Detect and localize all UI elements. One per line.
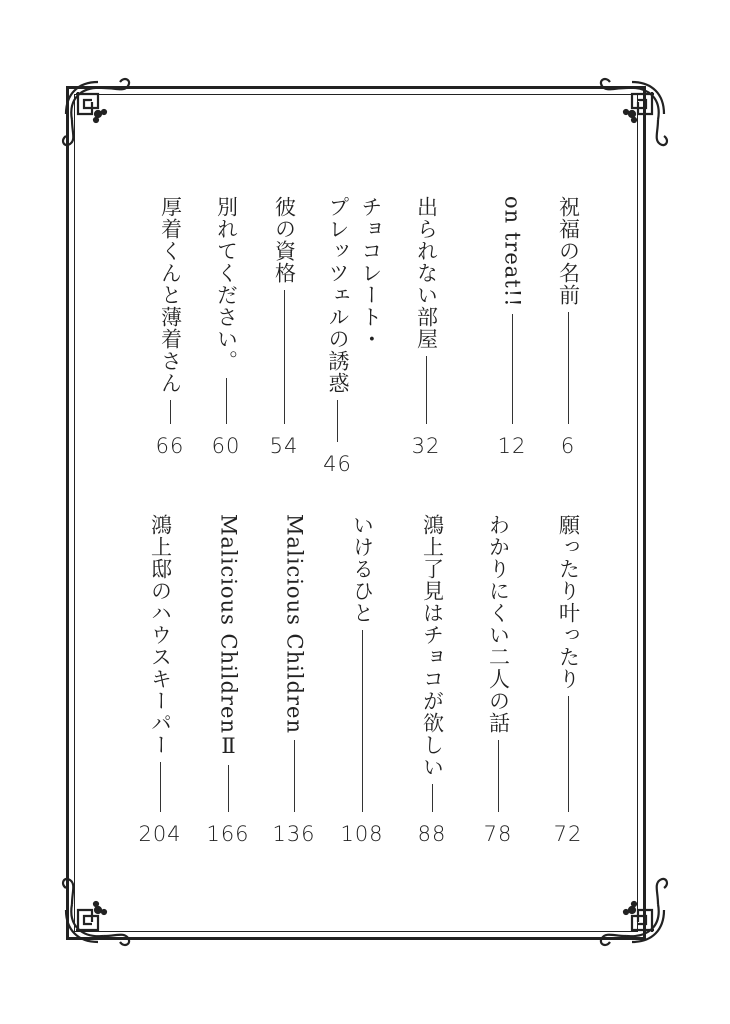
toc-entry[interactable] (342, 514, 382, 846)
toc-entry-page: 66 (155, 434, 185, 458)
toc-entry-page: 72 (553, 822, 583, 846)
toc-entry-title: 別れてください。 (214, 196, 239, 372)
toc-entry-page: 32 (411, 434, 441, 458)
toc-entry[interactable] (274, 514, 314, 846)
toc-entry[interactable] (206, 196, 246, 458)
toc-entry-page: 204 (138, 822, 182, 846)
toc-leader-line (337, 400, 338, 442)
toc-entry-title: 願ったり叶ったり (556, 514, 581, 690)
toc-entry-page: 78 (483, 822, 513, 846)
toc-entry-title: 彼の資格 (272, 196, 297, 284)
toc-entry-page: 54 (269, 434, 299, 458)
toc-entry[interactable] (548, 514, 588, 846)
toc-entry-title: 鴻上了見はチョコが欲しい (420, 514, 445, 778)
toc-entry-title: 厚着くんと薄着さん (158, 196, 183, 394)
toc-entry-page: 60 (211, 434, 241, 458)
toc-leader-line (362, 630, 363, 812)
toc-leader-line (160, 762, 161, 812)
toc-entry[interactable] (406, 196, 446, 458)
toc-entry[interactable] (478, 514, 518, 846)
toc-leader-line (568, 312, 569, 424)
toc-entry-page: 88 (417, 822, 447, 846)
toc-entry-page: 6 (560, 434, 576, 458)
toc-entry[interactable] (150, 196, 190, 458)
toc-leader-line (284, 290, 285, 424)
toc-entry[interactable] (492, 196, 532, 458)
toc-entry-title: 祝福の名前 (556, 196, 581, 306)
toc-entry-title: 鴻上邸のハウスキーパー (148, 514, 173, 756)
toc-entry[interactable] (548, 196, 588, 458)
toc-entry-title: わかりにくい二人の話 (486, 514, 511, 734)
toc-entry-title: Malicious Children (282, 514, 307, 735)
toc-entry-page: 46 (323, 452, 352, 476)
toc-leader-line (426, 356, 427, 424)
toc-entry-title: on treat!! (500, 196, 525, 308)
toc-leader-line (568, 696, 569, 812)
toc-entry-title-line1: チョコレート・ (358, 196, 383, 350)
toc-entry[interactable] (264, 196, 304, 458)
ornament-corner-icon (596, 874, 672, 950)
toc-entry[interactable] (412, 514, 452, 846)
toc-entry-page: 166 (206, 822, 250, 846)
toc-entry-title: 出られない部屋 (414, 196, 439, 350)
toc-entry-page: 136 (272, 822, 316, 846)
toc-leader-line (432, 784, 433, 812)
toc-entry-title-line2: プレッツェルの誘惑 (325, 196, 350, 394)
toc-entry-title: いけるひと (350, 514, 375, 624)
ornament-corner-icon (58, 874, 134, 950)
toc-entry-page: 12 (497, 434, 527, 458)
toc-entry[interactable] (208, 514, 248, 846)
toc-leader-line (228, 765, 229, 812)
ornament-corner-icon (596, 74, 672, 150)
toc-leader-line (226, 378, 227, 424)
toc-entry-page: 108 (340, 822, 384, 846)
ornament-corner-icon (58, 74, 134, 150)
toc-leader-line (294, 740, 295, 812)
toc-entry[interactable] (320, 196, 384, 476)
toc-leader-line (170, 400, 171, 424)
toc-leader-line (498, 740, 499, 812)
toc-entry[interactable] (140, 514, 180, 846)
toc-leader-line (512, 314, 513, 424)
toc-entry-title: Malicious ChildrenⅡ (216, 514, 241, 760)
